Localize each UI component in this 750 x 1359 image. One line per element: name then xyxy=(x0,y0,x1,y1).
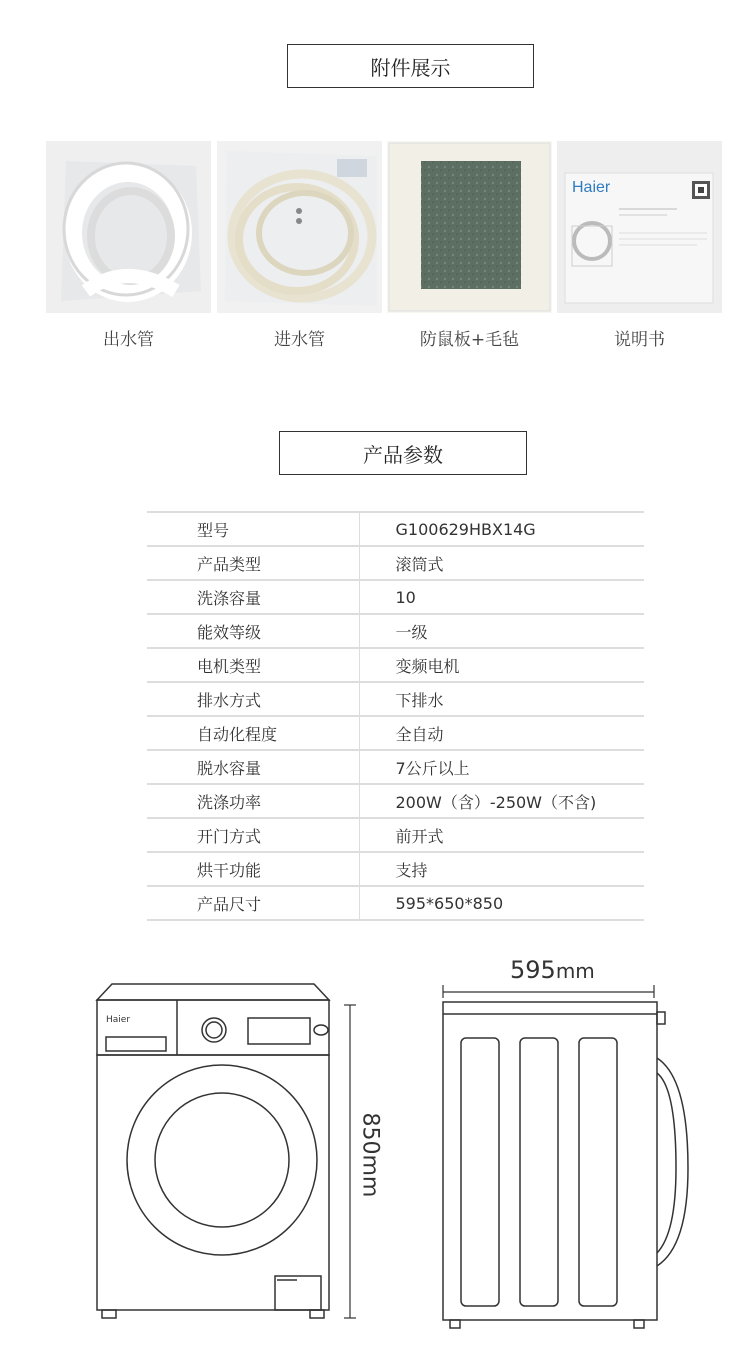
rodent-board-photo xyxy=(387,141,552,313)
spec-value: 支持 xyxy=(359,852,644,886)
accessory-manual xyxy=(557,141,722,313)
spec-value: 10 xyxy=(359,580,644,614)
spec-row xyxy=(147,750,644,784)
manual-photo xyxy=(557,141,722,313)
spec-value: 7公斤以上 xyxy=(359,750,644,784)
drain-hose-photo xyxy=(46,141,211,313)
spec-key: 脱水容量 xyxy=(147,750,359,784)
spec-row xyxy=(147,580,644,614)
specs-title-text: 产品参数 xyxy=(363,442,443,467)
spec-value: 变频电机 xyxy=(359,648,644,682)
accessory-rodent-board xyxy=(387,141,552,313)
spec-table xyxy=(147,511,644,921)
spec-key: 自动化程度 xyxy=(147,716,359,750)
spec-value: 全自动 xyxy=(359,716,644,750)
front-brand-mark: Haier xyxy=(106,1015,131,1025)
specs-title xyxy=(279,431,527,475)
spec-key: 洗涤容量 xyxy=(147,580,359,614)
manual-brand-logo: Haier xyxy=(572,179,611,196)
spec-key: 开门方式 xyxy=(147,818,359,852)
spec-key: 产品类型 xyxy=(147,546,359,580)
spec-row xyxy=(147,716,644,750)
spec-row xyxy=(147,818,644,852)
accessories-title xyxy=(287,44,534,88)
side-view-drawing xyxy=(436,998,706,1343)
spec-value: 滚筒式 xyxy=(359,546,644,580)
spec-value: 200W（含）-250W（不含) xyxy=(359,784,644,818)
height-dimension-label xyxy=(357,1112,383,1198)
width-unit: mm xyxy=(555,959,595,983)
accessory-label-inlet-hose: 进水管 xyxy=(274,330,325,350)
spec-row xyxy=(147,682,644,716)
spec-key: 能效等级 xyxy=(147,614,359,648)
spec-value: G100629HBX14G xyxy=(359,512,644,546)
spec-row xyxy=(147,648,644,682)
spec-row xyxy=(147,614,644,648)
spec-key: 洗涤功率 xyxy=(147,784,359,818)
spec-value: 前开式 xyxy=(359,818,644,852)
accessory-label-manual: 说明书 xyxy=(614,330,665,350)
accessory-inlet-hose xyxy=(217,141,382,313)
accessory-label-rodent-board: 防鼠板+毛毡 xyxy=(419,330,520,350)
spec-key: 烘干功能 xyxy=(147,852,359,886)
spec-key: 型号 xyxy=(147,512,359,546)
spec-key: 电机类型 xyxy=(147,648,359,682)
width-value: 595 xyxy=(510,956,556,984)
spec-row xyxy=(147,852,644,886)
spec-row xyxy=(147,512,644,546)
accessory-label-drain-hose: 出水管 xyxy=(103,330,154,350)
spec-key: 产品尺寸 xyxy=(147,886,359,920)
spec-value: 一级 xyxy=(359,614,644,648)
spec-value: 下排水 xyxy=(359,682,644,716)
height-value: 850mm xyxy=(357,1112,383,1198)
accessories-title-text: 附件展示 xyxy=(370,55,451,80)
spec-row xyxy=(147,784,644,818)
accessory-drain-hose xyxy=(46,141,211,313)
spec-value: 595*650*850 xyxy=(359,886,644,920)
width-dimension-line xyxy=(440,980,660,1000)
spec-key: 排水方式 xyxy=(147,682,359,716)
spec-row xyxy=(147,546,644,580)
front-view-drawing xyxy=(92,980,372,1340)
spec-row xyxy=(147,886,644,920)
inlet-hose-photo xyxy=(217,141,382,313)
